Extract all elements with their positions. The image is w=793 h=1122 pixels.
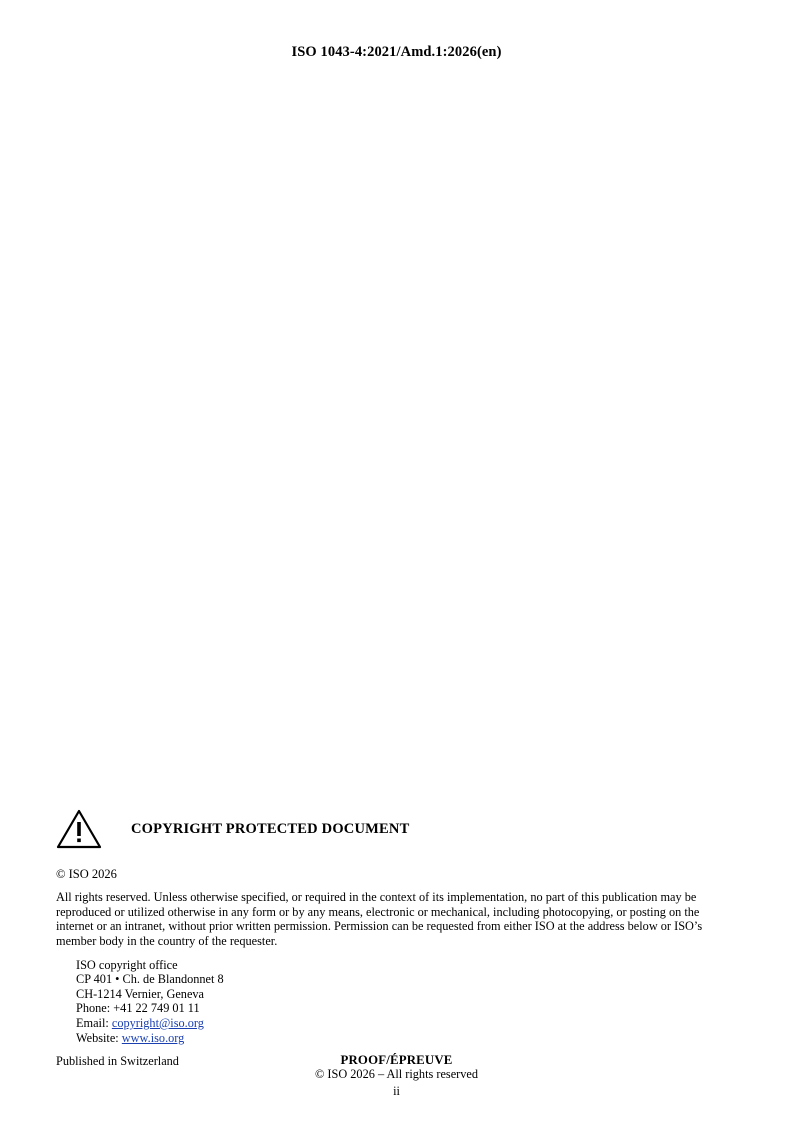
warning-triangle-icon xyxy=(56,809,102,849)
address-email-link[interactable]: copyright@iso.org xyxy=(111,1016,204,1030)
page-header xyxy=(0,44,793,61)
footer-proof-label: PROOF/ÉPREUVE xyxy=(340,1053,453,1067)
address-website-link[interactable]: www.iso.org xyxy=(121,1030,185,1045)
copyright-iso-line: © ISO 2026 xyxy=(56,867,117,881)
address-email-row xyxy=(76,1016,716,1031)
copyright-address xyxy=(76,958,716,1046)
footer-rights-label: © ISO 2026 – All rights reserved xyxy=(314,1067,479,1081)
document-title: ISO 1043-4:2021/Amd.1:2026(en) xyxy=(291,44,502,60)
address-website-label: Website: xyxy=(76,1030,122,1045)
published-in: Published in Switzerland xyxy=(56,1054,179,1069)
address-city: CH-1214 Vernier, Geneva xyxy=(76,986,205,1001)
copyright-title: COPYRIGHT PROTECTED DOCUMENT xyxy=(131,820,410,837)
address-street: CP 401 • Ch. de Blandonnet 8 xyxy=(76,972,224,987)
copyright-title-row xyxy=(56,808,716,850)
address-phone: Phone: +41 22 749 01 11 xyxy=(76,1001,200,1016)
address-website-row xyxy=(76,1031,716,1046)
copyright-notice xyxy=(56,808,716,1069)
address-office: ISO copyright office xyxy=(76,957,178,972)
copyright-body-text: All rights reserved. Unless otherwise specified, or required in the context of its implementation, no part of this publication may be reproduced or utilized otherwise in any form or by any means, electronic or mechanical, including photocopying, or posting on the internet or an intranet, without prior written permission. Permission can be requested from either ISO at the address below or ISO’s member body in the country of the requester. xyxy=(56,890,703,948)
address-email-label: Email: xyxy=(76,1016,112,1030)
footer-page-number: ii xyxy=(393,1084,400,1098)
